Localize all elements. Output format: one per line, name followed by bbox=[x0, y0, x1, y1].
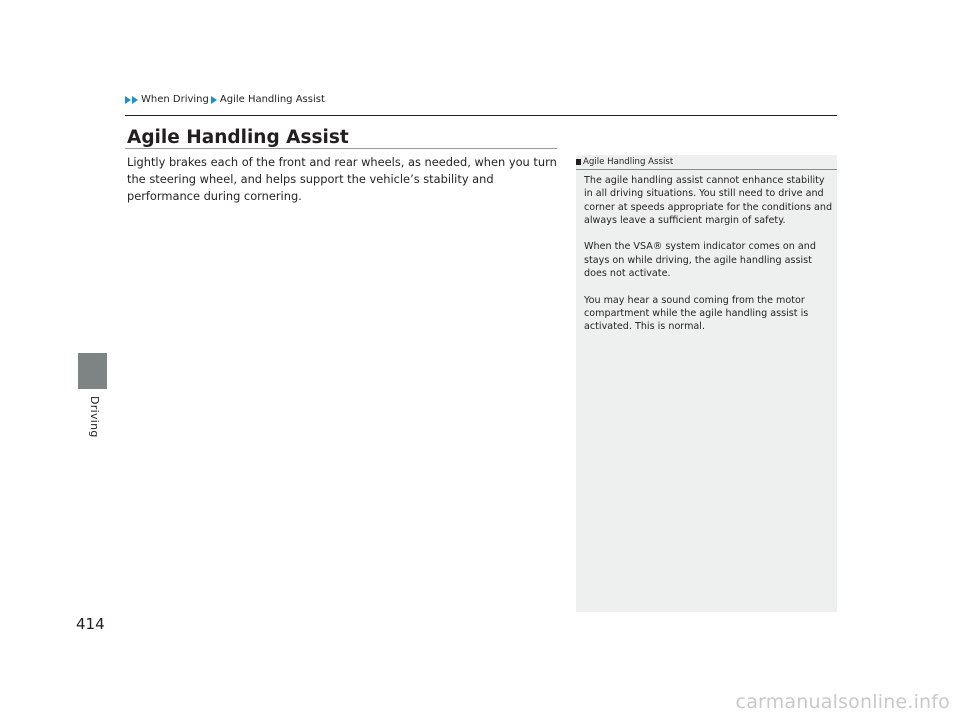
note-marker-icon bbox=[576, 159, 581, 165]
section-label: Driving bbox=[88, 396, 101, 438]
side-note-paragraph: You may hear a sound coming from the motor compartment while the agile handling assist is activated. This is normal. bbox=[584, 294, 809, 333]
breadcrumb-item-when-driving[interactable]: When Driving bbox=[141, 94, 209, 105]
title-divider bbox=[125, 148, 557, 149]
side-note-body bbox=[584, 174, 834, 347]
side-note-heading bbox=[576, 156, 673, 168]
section-tab-marker bbox=[78, 353, 107, 389]
arrow-right-icon bbox=[125, 96, 131, 104]
arrow-right-icon bbox=[132, 96, 138, 104]
arrow-right-icon bbox=[211, 96, 217, 104]
watermark: carmanualsonline.info bbox=[735, 691, 950, 713]
side-note-divider bbox=[576, 169, 837, 170]
side-note-paragraph: When the VSA® system indicator comes on and stays on while driving, the agile handling assist does not activate. bbox=[584, 241, 816, 280]
side-note bbox=[576, 155, 837, 612]
breadcrumb-item-agile-handling-assist[interactable]: Agile Handling Assist bbox=[219, 94, 325, 105]
header-divider bbox=[125, 115, 837, 116]
page-number: 414 bbox=[76, 615, 105, 633]
side-note-paragraph: The agile handling assist cannot enhance stability in all driving situations. You still need to drive and corner at speeds appropriate for the conditions and always leave a sufficient margin of safety. bbox=[584, 175, 833, 226]
body-paragraph: Lightly brakes each of the front and rear wheels, as needed, when you turn the steering wheel, and helps support the vehicle’s stability and performance during cornering. bbox=[127, 155, 557, 203]
page-title: Agile Handling Assist bbox=[127, 127, 349, 148]
breadcrumb bbox=[125, 93, 325, 107]
side-note-title: Agile Handling Assist bbox=[583, 157, 674, 167]
